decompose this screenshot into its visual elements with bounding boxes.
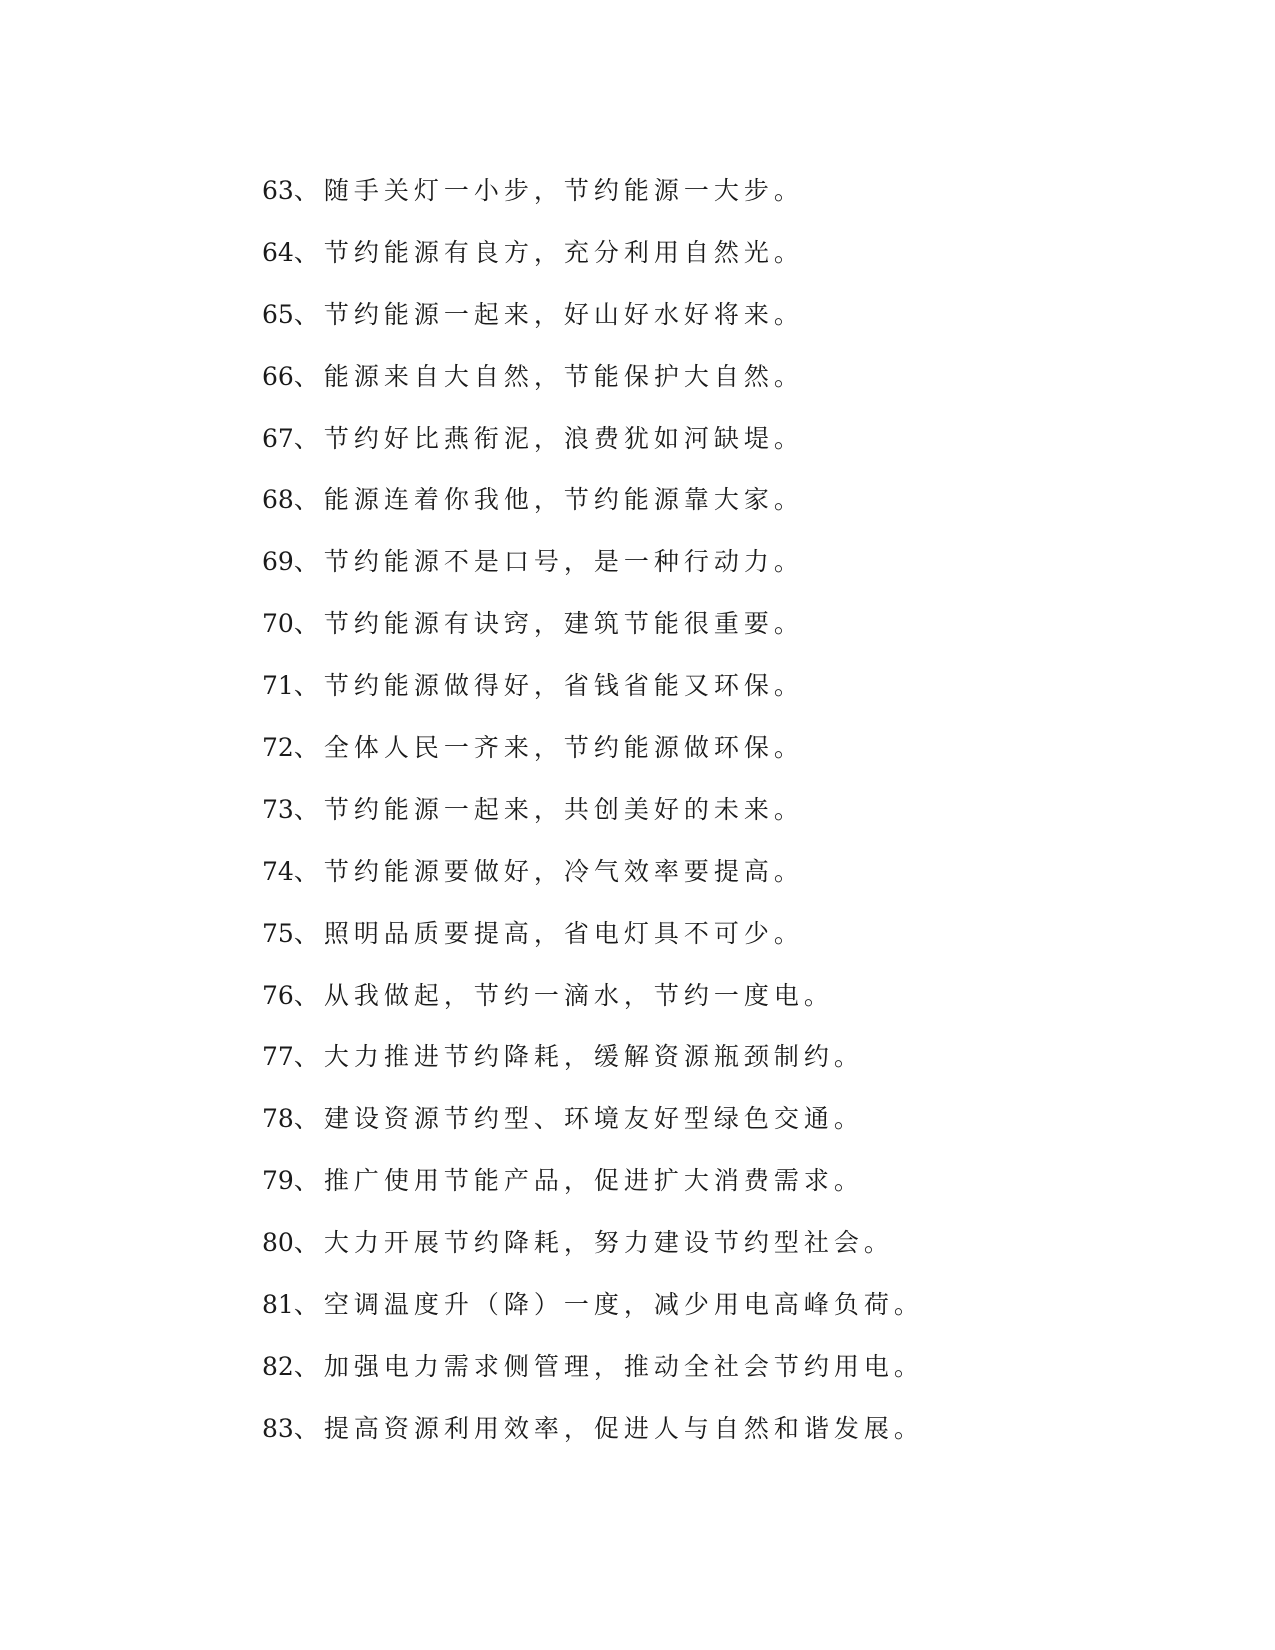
list-item xyxy=(262,785,1022,847)
item-number: 78 xyxy=(262,1104,294,1134)
item-text: 节约能源一起来，好山好水好将来。 xyxy=(323,299,804,329)
item-number: 64 xyxy=(262,237,294,267)
item-number: 76 xyxy=(262,980,294,1010)
item-text: 全体人民一齐来，节约能源做环保。 xyxy=(323,733,804,763)
item-number: 82 xyxy=(262,1351,294,1381)
list-item xyxy=(262,971,1022,1033)
item-separator: 、 xyxy=(293,176,324,205)
list-item xyxy=(262,847,1022,909)
list-item xyxy=(262,290,1022,352)
item-text: 节约能源要做好，冷气效率要提高。 xyxy=(323,856,804,886)
item-text: 节约能源有诀窍，建筑节能很重要。 xyxy=(323,609,804,639)
item-number: 73 xyxy=(262,794,294,824)
list-item xyxy=(262,723,1022,785)
list-item xyxy=(262,537,1022,599)
item-separator: 、 xyxy=(293,671,324,701)
item-text: 节约好比燕衔泥，浪费犹如河缺堤。 xyxy=(323,423,804,453)
item-number: 68 xyxy=(262,485,294,515)
list-item xyxy=(262,228,1022,290)
item-text: 提高资源利用效率，促进人与自然和谐发展。 xyxy=(323,1413,924,1443)
item-number: 63 xyxy=(262,176,294,205)
list-item xyxy=(262,909,1022,971)
item-text: 建设资源节约型、环境友好型绿色交通。 xyxy=(323,1104,864,1134)
list-item xyxy=(262,414,1022,476)
item-number: 74 xyxy=(262,856,294,886)
item-number: 67 xyxy=(262,423,294,453)
list-item xyxy=(262,1280,1022,1342)
item-separator: 、 xyxy=(293,547,324,577)
item-number: 69 xyxy=(262,547,294,577)
item-number: 66 xyxy=(262,361,294,391)
item-text: 推广使用节能产品，促进扩大消费需求。 xyxy=(323,1166,864,1196)
list-item xyxy=(262,1156,1022,1218)
item-number: 75 xyxy=(262,918,294,948)
list-item xyxy=(262,1032,1022,1094)
item-number: 77 xyxy=(262,1042,294,1072)
list-item xyxy=(262,1094,1022,1156)
item-number: 79 xyxy=(262,1166,294,1196)
item-separator: 、 xyxy=(293,1042,324,1072)
item-separator: 、 xyxy=(293,1351,324,1381)
item-text: 节约能源一起来，共创美好的未来。 xyxy=(323,794,804,824)
list-item xyxy=(262,352,1022,414)
item-separator: 、 xyxy=(293,609,324,639)
item-text: 能源连着你我他，节约能源靠大家。 xyxy=(323,485,804,515)
item-separator: 、 xyxy=(293,794,324,824)
item-text: 照明品质要提高，省电灯具不可少。 xyxy=(323,918,804,948)
item-text: 加强电力需求侧管理，推动全社会节约用电。 xyxy=(323,1351,924,1381)
item-number: 70 xyxy=(262,609,294,639)
item-separator: 、 xyxy=(293,1413,324,1443)
item-text: 节约能源不是口号，是一种行动力。 xyxy=(323,547,804,577)
item-text: 能源来自大自然，节能保护大自然。 xyxy=(323,361,804,391)
item-text: 节约能源有良方，充分利用自然光。 xyxy=(323,237,804,267)
item-number: 81 xyxy=(262,1290,294,1320)
item-separator: 、 xyxy=(293,361,324,391)
item-separator: 、 xyxy=(293,237,324,267)
item-number: 80 xyxy=(262,1228,294,1258)
item-separator: 、 xyxy=(293,1104,324,1134)
list-item xyxy=(262,661,1022,723)
item-text: 节约能源做得好，省钱省能又环保。 xyxy=(323,671,804,701)
item-separator: 、 xyxy=(293,299,324,329)
item-separator: 、 xyxy=(293,980,324,1010)
list-item xyxy=(262,599,1022,661)
list-item xyxy=(262,1404,1022,1466)
item-text: 从我做起，节约一滴水，节约一度电。 xyxy=(323,980,834,1010)
item-number: 72 xyxy=(262,733,294,763)
list-item xyxy=(262,1218,1022,1280)
item-number: 71 xyxy=(262,671,294,701)
list-item xyxy=(262,475,1022,537)
item-number: 65 xyxy=(262,299,294,329)
item-separator: 、 xyxy=(293,485,324,515)
item-text: 随手关灯一小步，节约能源一大步。 xyxy=(323,176,804,205)
item-text: 空调温度升（降）一度，减少用电高峰负荷。 xyxy=(323,1290,924,1320)
item-separator: 、 xyxy=(293,856,324,886)
item-separator: 、 xyxy=(293,918,324,948)
item-separator: 、 xyxy=(293,423,324,453)
slogan-list xyxy=(262,166,1022,1466)
item-separator: 、 xyxy=(293,1228,324,1258)
item-separator: 、 xyxy=(293,1290,324,1320)
item-separator: 、 xyxy=(293,1166,324,1196)
item-text: 大力开展节约降耗，努力建设节约型社会。 xyxy=(323,1228,894,1258)
item-text: 大力推进节约降耗，缓解资源瓶颈制约。 xyxy=(323,1042,864,1072)
item-separator: 、 xyxy=(293,733,324,763)
list-item xyxy=(262,1342,1022,1404)
item-number: 83 xyxy=(262,1413,294,1443)
list-item xyxy=(262,166,1022,228)
